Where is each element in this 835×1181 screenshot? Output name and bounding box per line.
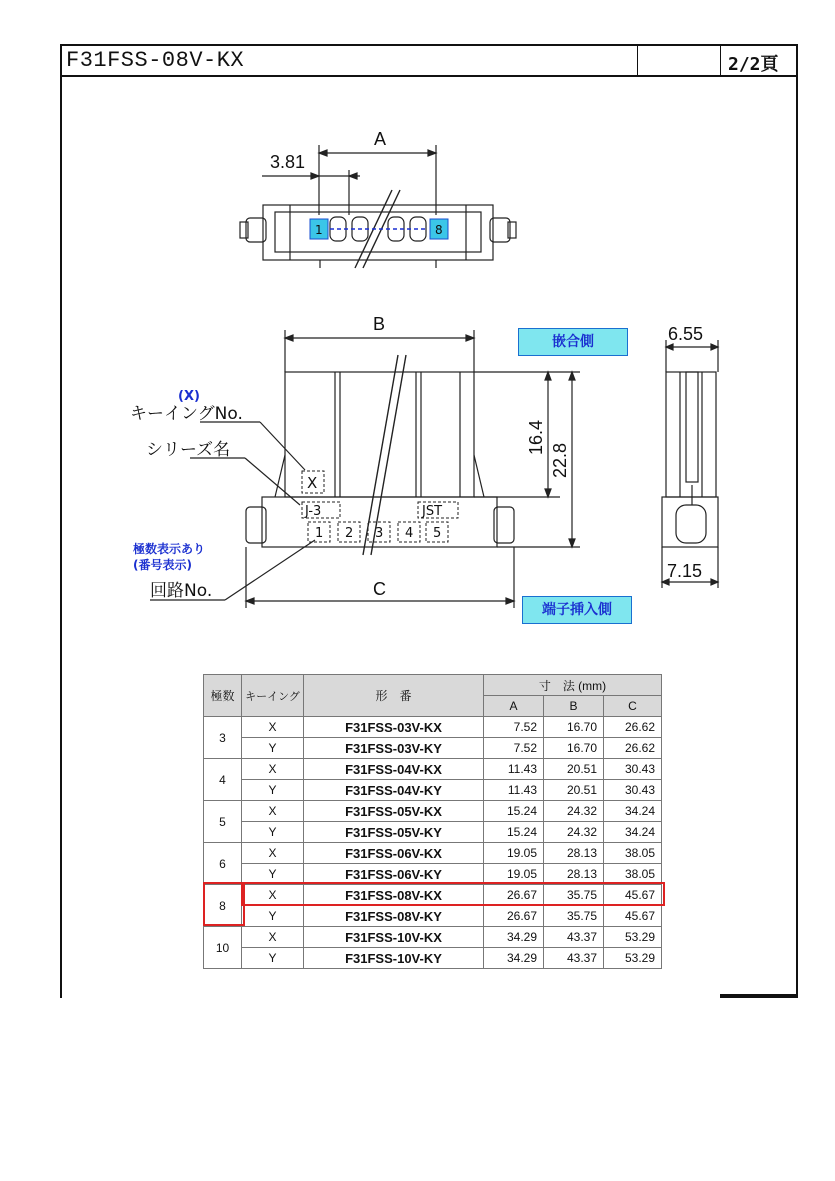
cell-keying: X [242,843,304,864]
th-a: A [484,696,544,717]
mark-maker: JST [422,504,443,519]
cell-poles: 5 [204,801,242,843]
mating-side-badge: 嵌合側 [518,328,628,356]
cell-b: 28.13 [544,864,604,885]
cell-model: F31FSS-08V-KY [304,906,484,927]
cell-keying: Y [242,906,304,927]
cell-b: 35.75 [544,906,604,927]
circuit-num: 4 [405,526,414,541]
cell-c: 53.29 [604,927,662,948]
cell-keying: X [242,801,304,822]
cell-a: 15.24 [484,822,544,843]
cell-keying: X [242,885,304,906]
pin-first: 1 [315,223,323,237]
cell-a: 34.29 [484,927,544,948]
circuit-num: 2 [345,526,354,541]
pole-note-2: (番号表示) [133,558,192,572]
dim-b: B [373,314,386,334]
th-b: B [544,696,604,717]
highlight-pole [203,882,245,926]
terminal-side-badge: 端子挿入側 [522,596,632,624]
cell-c: 30.43 [604,759,662,780]
cell-b: 43.37 [544,948,604,969]
cell-b: 24.32 [544,822,604,843]
th-model: 形 番 [304,675,484,717]
table-row [204,843,662,864]
cell-c: 34.24 [604,822,662,843]
table-row [204,717,662,738]
cell-b: 20.51 [544,759,604,780]
side-view [662,340,718,588]
cell-model: F31FSS-10V-KX [304,927,484,948]
cell-model: F31FSS-10V-KY [304,948,484,969]
table-row [204,780,662,801]
cell-keying: X [242,759,304,780]
frame-bottom-stub [720,994,798,998]
cell-c: 45.67 [604,906,662,927]
th-keying: キーイング [242,675,304,717]
cell-model: F31FSS-06V-KY [304,864,484,885]
cell-c: 30.43 [604,780,662,801]
cell-c: 38.05 [604,843,662,864]
th-dims: 寸 法 (mm) [484,675,662,696]
dim-c: C [373,579,386,599]
cell-model: F31FSS-04V-KY [304,780,484,801]
cell-c: 26.62 [604,738,662,759]
front-view [150,330,580,608]
pole-note-1: 極数表示あり [133,542,206,556]
cell-b: 16.70 [544,717,604,738]
keying-label: キーイングNo. [130,404,243,424]
dim-h1: 16.4 [526,419,546,455]
dim-h2: 22.8 [550,442,570,478]
cell-c: 38.05 [604,864,662,885]
cell-poles: 6 [204,843,242,885]
cell-a: 11.43 [484,759,544,780]
circuit-label: 回路No. [150,581,213,601]
cell-keying: Y [242,780,304,801]
cell-c: 26.62 [604,717,662,738]
cell-poles: 10 [204,927,242,969]
cell-c: 34.24 [604,801,662,822]
cell-a: 7.52 [484,738,544,759]
cell-model: F31FSS-05V-KX [304,801,484,822]
table-row [204,948,662,969]
cell-a: 26.67 [484,906,544,927]
table-row [204,738,662,759]
dim-a-top: A [374,129,387,149]
cell-a: 34.29 [484,948,544,969]
cell-keying: X [242,927,304,948]
cell-a: 15.24 [484,801,544,822]
cell-b: 16.70 [544,738,604,759]
cell-keying: X [242,717,304,738]
table-row [204,801,662,822]
circuit-num: 3 [375,526,384,541]
table-row [204,906,662,927]
dim-bottom: 7.15 [667,561,703,581]
cell-c: 45.67 [604,885,662,906]
series-label: シリーズ名 [146,440,231,460]
mark-series: J-3 [305,504,322,519]
th-c: C [604,696,662,717]
cell-c: 53.29 [604,948,662,969]
cell-b: 35.75 [544,885,604,906]
cell-keying: Y [242,948,304,969]
cell-a: 19.05 [484,843,544,864]
page-number: 2/2頁 [728,54,779,75]
keying-note: (X) [178,389,200,404]
circuit-num: 1 [315,526,324,541]
cell-poles: 4 [204,759,242,801]
cell-a: 19.05 [484,864,544,885]
cell-b: 28.13 [544,843,604,864]
cell-keying: Y [242,864,304,885]
cell-keying: Y [242,822,304,843]
cell-model: F31FSS-06V-KX [304,843,484,864]
cell-keying: Y [242,738,304,759]
cell-model: F31FSS-08V-KX [304,885,484,906]
pin-last: 8 [435,223,443,237]
cell-b: 43.37 [544,927,604,948]
cell-a: 11.43 [484,780,544,801]
cell-poles: 8 [204,885,242,927]
cell-a: 26.67 [484,885,544,906]
mark-x: X [307,474,318,492]
cell-poles: 3 [204,717,242,759]
table-row [204,759,662,780]
cell-model: F31FSS-03V-KY [304,738,484,759]
spec-table [203,674,662,969]
table-row [204,822,662,843]
cell-b: 24.32 [544,801,604,822]
cell-model: F31FSS-03V-KX [304,717,484,738]
cell-model: F31FSS-05V-KY [304,822,484,843]
dim-pitch: 3.81 [270,152,306,172]
dim-depth: 6.55 [668,324,704,344]
cell-a: 7.52 [484,717,544,738]
cell-model: F31FSS-04V-KX [304,759,484,780]
highlight-row [241,882,665,906]
document-title: F31FSS-08V-KX [66,48,245,73]
th-poles: 極数 [204,675,242,717]
cell-b: 20.51 [544,780,604,801]
circuit-num: 5 [433,526,442,541]
table-row [204,927,662,948]
